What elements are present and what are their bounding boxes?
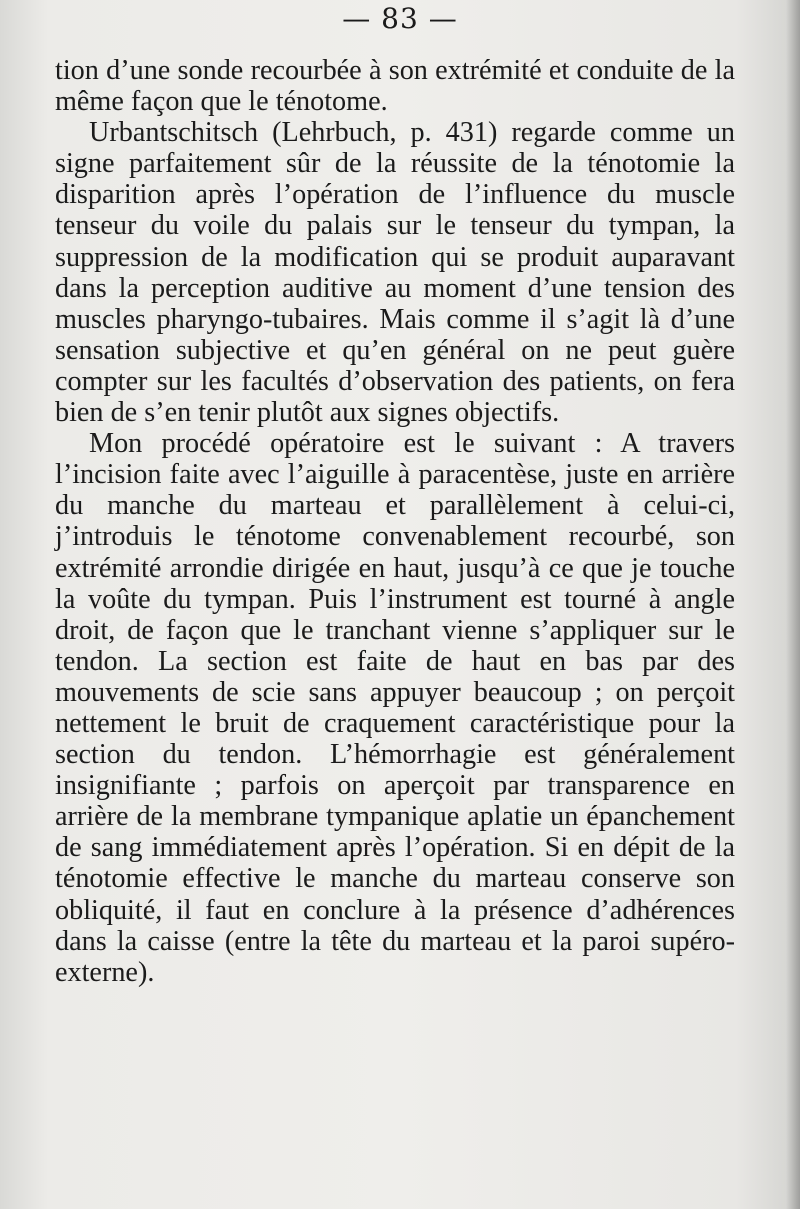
paragraph-urbantschitsch: Urbantschitsch (Lehrbuch, p. 431) regarde comme un signe parfaitement sûr de la réussite de la ténotomie la disparition après l’opération de l’influence du muscle tenseur du voile du palais sur le tenseur du tympan, la suppression de la modification qui se produit auparavant dans la perception auditive au moment d’une tension des muscles pharyngo-tubaires. Mais comme il s’agit là d’une sensation subjective et qu’en général on ne peut guère compter sur les facultés d’observation des patients, on fera bien de s’en tenir plutôt aux signes objectifs. xyxy=(55,117,735,429)
page-number: — 83 — xyxy=(342,2,458,35)
page-edge-shadow xyxy=(786,0,800,1209)
paragraph-procedure: Mon procédé opératoire est le suivant : A travers l’incision faite avec l’aiguille à paracentèse, juste en arrière du manche du marteau et parallèlement à celui-ci, j’introduis le ténotome convenablement recourbé, son extrémité arrondie dirigée en haut, jusqu’à ce que je touche la voûte du tympan. Puis l’instrument est tourné à angle droit, de façon que le tranchant vienne s’appliquer sur le tendon. La section est faite de haut en bas par des mouvements de scie sans appuyer beaucoup ; on perçoit nettement le bruit de craquement caractéristique pour la section du tendon. L’hémorrhagie est généralement insignifiante ; parfois on aperçoit par transparence en arrière de la membrane tympanique aplatie un épanchement de sang immédiatement après l’opération. Si en dépit de la ténotomie effective le manche du marteau conserve son obliquité, il faut en conclure à la présence d’adhérences dans la caisse (entre la tête du marteau et la paroi supéro-externe). xyxy=(55,428,735,988)
paragraph-continuation: tion d’une sonde recourbée à son extrémité et conduite de la même façon que le ténotome. xyxy=(55,55,735,118)
body-text xyxy=(55,55,735,988)
